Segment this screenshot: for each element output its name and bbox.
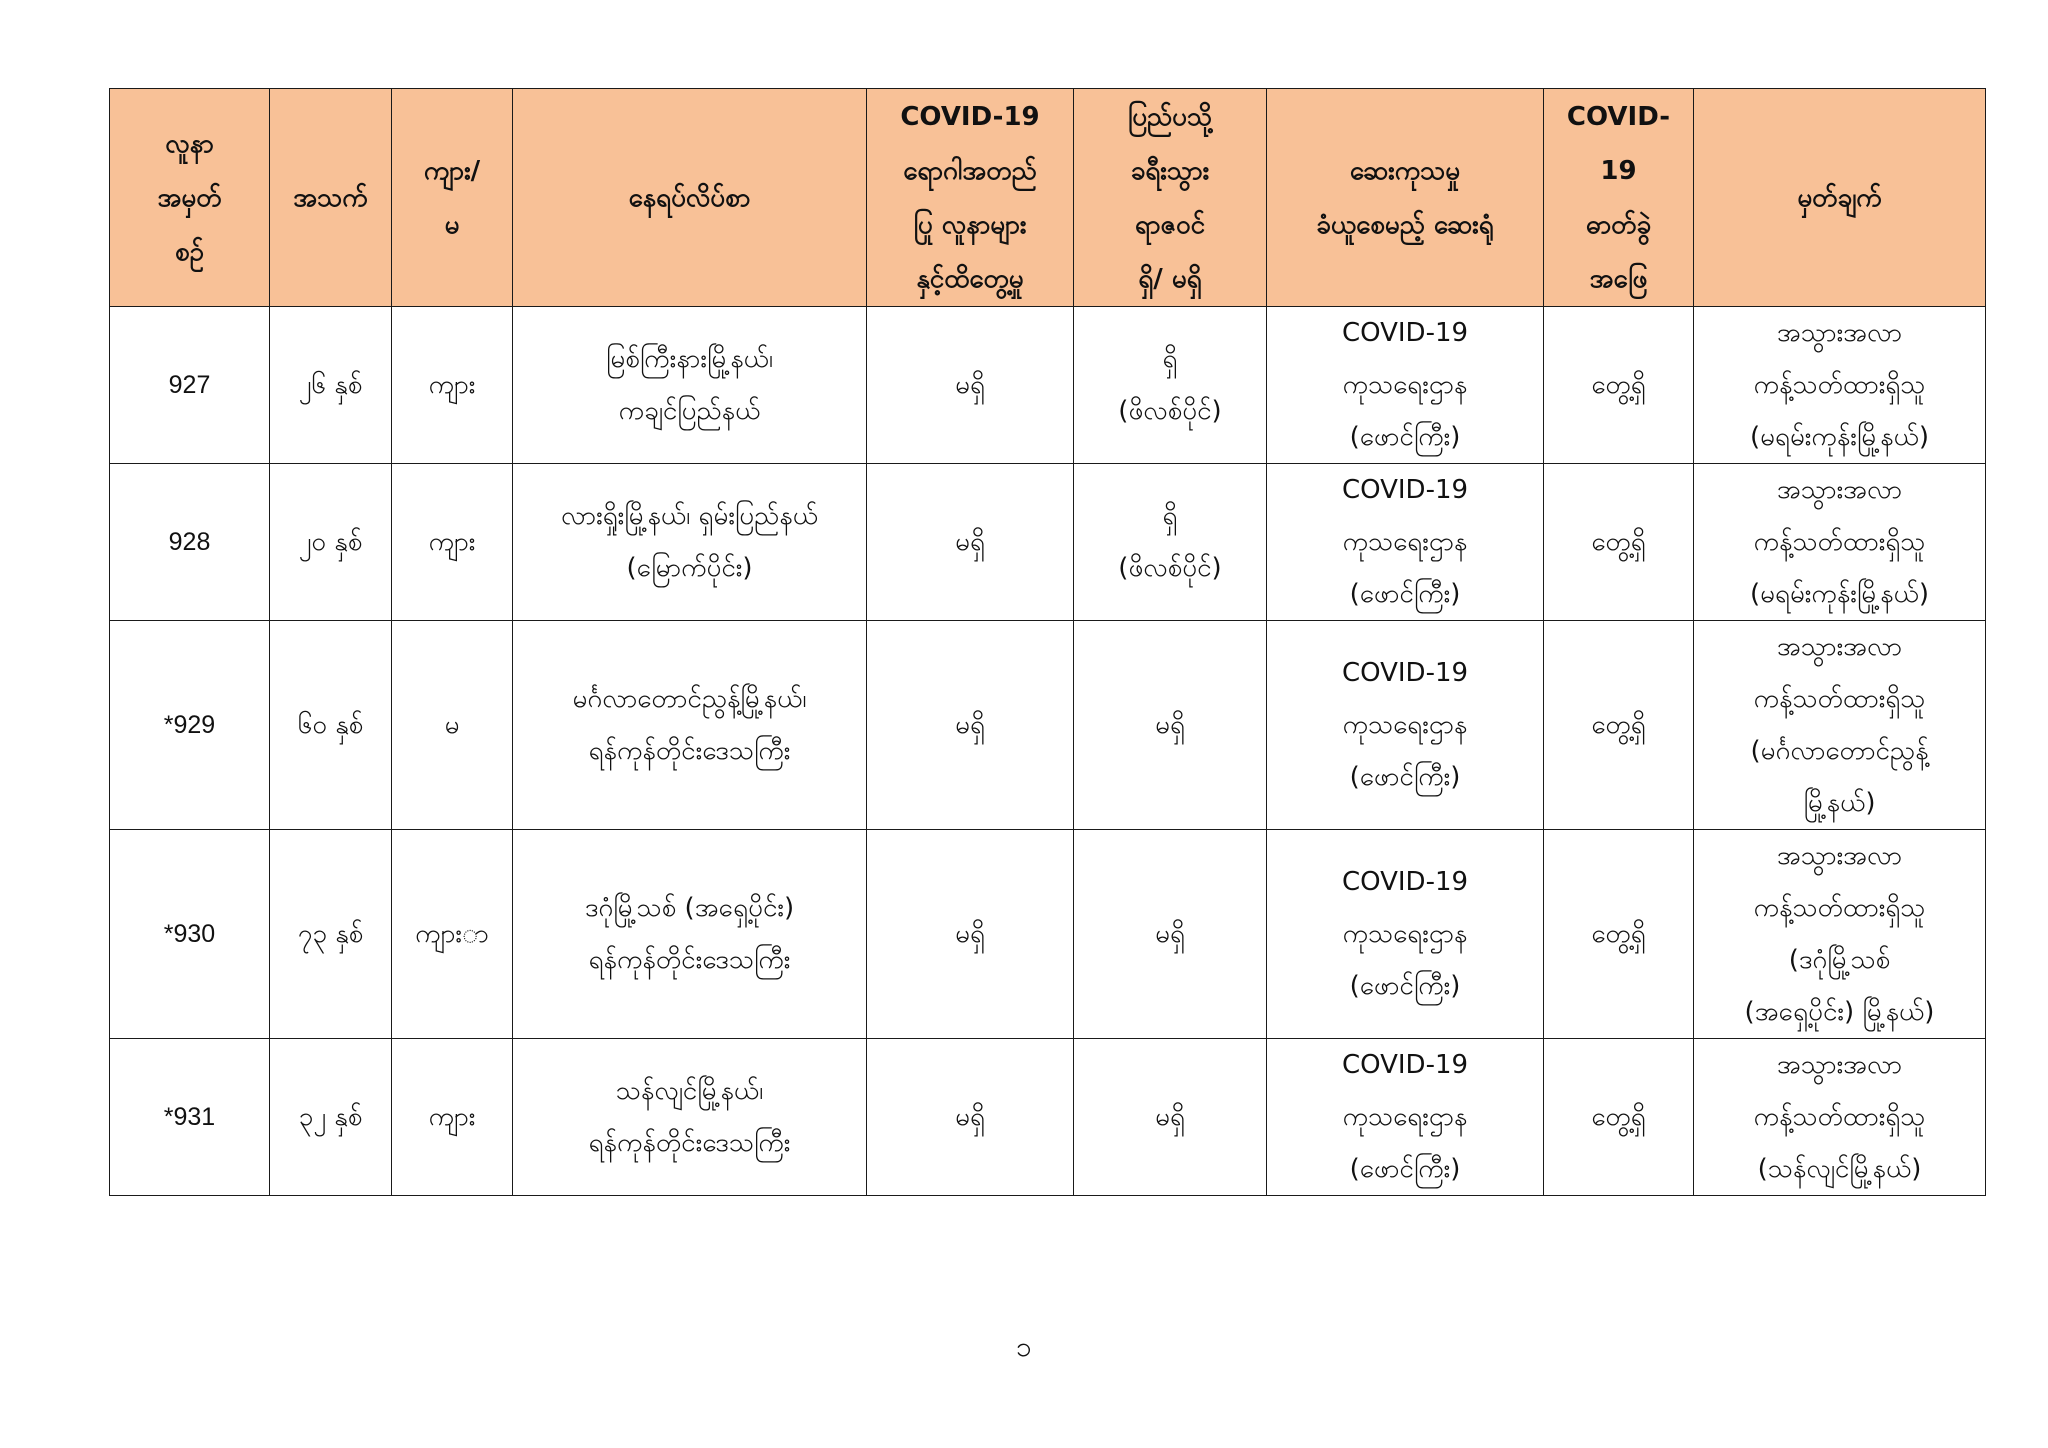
cell-remark: အသွားအလာ ကန့်သတ်ထားရှိသူ (သန်လျင်မြို့နယ်)	[1694, 1039, 1986, 1196]
cell-lab-result: တွေ့ရှိ	[1544, 464, 1694, 621]
cell-lab-result: တွေ့ရှိ	[1544, 307, 1694, 464]
table-row	[110, 464, 1986, 621]
header-hospital: ဆေးကုသမှု ခံယူစေမည့် ဆေးရုံ	[1267, 89, 1544, 307]
cell-patient-no: *931	[110, 1039, 270, 1196]
header-address: နေရပ်လိပ်စာ	[513, 89, 867, 307]
cell-travel-history: ရှိ (ဖိလစ်ပိုင်)	[1074, 464, 1267, 621]
cell-sex: ကျား	[392, 307, 513, 464]
header-patient-no: လူနာ အမှတ် စဉ်	[110, 89, 270, 307]
cell-lab-result: တွေ့ရှိ	[1544, 830, 1694, 1039]
cell-contact: မရှိ	[867, 621, 1074, 830]
cell-remark: အသွားအလာ ကန့်သတ်ထားရှိသူ (မရမ်းကုန်းမြို့နယ်)	[1694, 307, 1986, 464]
header-age: အသက်	[270, 89, 392, 307]
cell-lab-result: တွေ့ရှိ	[1544, 1039, 1694, 1196]
cell-remark: အသွားအလာ ကန့်သတ်ထားရှိသူ (ဒဂုံမြို့သစ် (အရှေ့ပိုင်း) မြို့နယ်)	[1694, 830, 1986, 1039]
cell-age: ၇၃ နှစ်	[270, 830, 392, 1039]
cell-hospital: COVID-19 ကုသရေးဌာန (ဖောင်ကြီး)	[1267, 464, 1544, 621]
cell-sex: ကျား	[392, 464, 513, 621]
cell-address: သန်လျင်မြို့နယ်၊ ရန်ကုန်တိုင်းဒေသကြီး	[513, 1039, 867, 1196]
table-row	[110, 830, 1986, 1039]
cell-sex: ကျား	[392, 1039, 513, 1196]
cell-patient-no: 928	[110, 464, 270, 621]
cell-patient-no: *930	[110, 830, 270, 1039]
header-travel-history: ပြည်ပသို့ ခရီးသွား ရာဇဝင် ရှိ/ မရှိ	[1074, 89, 1267, 307]
cell-sex: မ	[392, 621, 513, 830]
cell-remark: အသွားအလာ ကန့်သတ်ထားရှိသူ (မင်္ဂလာတောင်ညွန့် မြို့နယ်)	[1694, 621, 1986, 830]
cell-hospital: COVID-19 ကုသရေးဌာန (ဖောင်ကြီး)	[1267, 1039, 1544, 1196]
cell-age: ၃၂ နှစ်	[270, 1039, 392, 1196]
cell-hospital: COVID-19 ကုသရေးဌာန (ဖောင်ကြီး)	[1267, 621, 1544, 830]
table-row	[110, 621, 1986, 830]
cell-remark: အသွားအလာ ကန့်သတ်ထားရှိသူ (မရမ်းကုန်းမြို့နယ်)	[1694, 464, 1986, 621]
header-remark: မှတ်ချက်	[1694, 89, 1986, 307]
cell-contact: မရှိ	[867, 1039, 1074, 1196]
cell-contact: မရှိ	[867, 464, 1074, 621]
cell-contact: မရှိ	[867, 307, 1074, 464]
cell-hospital: COVID-19 ကုသရေးဌာန (ဖောင်ကြီး)	[1267, 830, 1544, 1039]
cell-address: ဒဂုံမြို့သစ် (အရှေ့ပိုင်း) ရန်ကုန်တိုင်းဒေသကြီး	[513, 830, 867, 1039]
header-contact: COVID-19 ရောဂါအတည် ပြု လူနာများ နှင့်ထိတွေ့မှု	[867, 89, 1074, 307]
cell-sex: ကျားာ	[392, 830, 513, 1039]
cell-age: ၂၆ နှစ်	[270, 307, 392, 464]
header-lab-result: COVID- 19 ဓာတ်ခွဲ အဖြေ	[1544, 89, 1694, 307]
patient-table	[109, 88, 1986, 1196]
table-header-row	[110, 89, 1986, 307]
header-sex: ကျား/ မ	[392, 89, 513, 307]
cell-travel-history: မရှိ	[1074, 1039, 1267, 1196]
cell-patient-no: 927	[110, 307, 270, 464]
cell-lab-result: တွေ့ရှိ	[1544, 621, 1694, 830]
cell-travel-history: မရှိ	[1074, 830, 1267, 1039]
page-number: ၁	[1016, 1330, 1032, 1363]
cell-address: မင်္ဂလာတောင်ညွန့်မြို့နယ်၊ ရန်ကုန်တိုင်းဒေသကြီး	[513, 621, 867, 830]
table-row	[110, 1039, 1986, 1196]
cell-address: လားရှိုးမြို့နယ်၊ ရှမ်းပြည်နယ် (မြောက်ပိုင်း)	[513, 464, 867, 621]
cell-age: ၂၀ နှစ်	[270, 464, 392, 621]
cell-travel-history: ရှိ (ဖိလစ်ပိုင်)	[1074, 307, 1267, 464]
cell-patient-no: *929	[110, 621, 270, 830]
cell-hospital: COVID-19 ကုသရေးဌာန (ဖောင်ကြီး)	[1267, 307, 1544, 464]
cell-contact: မရှိ	[867, 830, 1074, 1039]
cell-travel-history: မရှိ	[1074, 621, 1267, 830]
cell-age: ၆၀ နှစ်	[270, 621, 392, 830]
cell-address: မြစ်ကြီးနားမြို့နယ်၊ ကချင်ပြည်နယ်	[513, 307, 867, 464]
table-row	[110, 307, 1986, 464]
